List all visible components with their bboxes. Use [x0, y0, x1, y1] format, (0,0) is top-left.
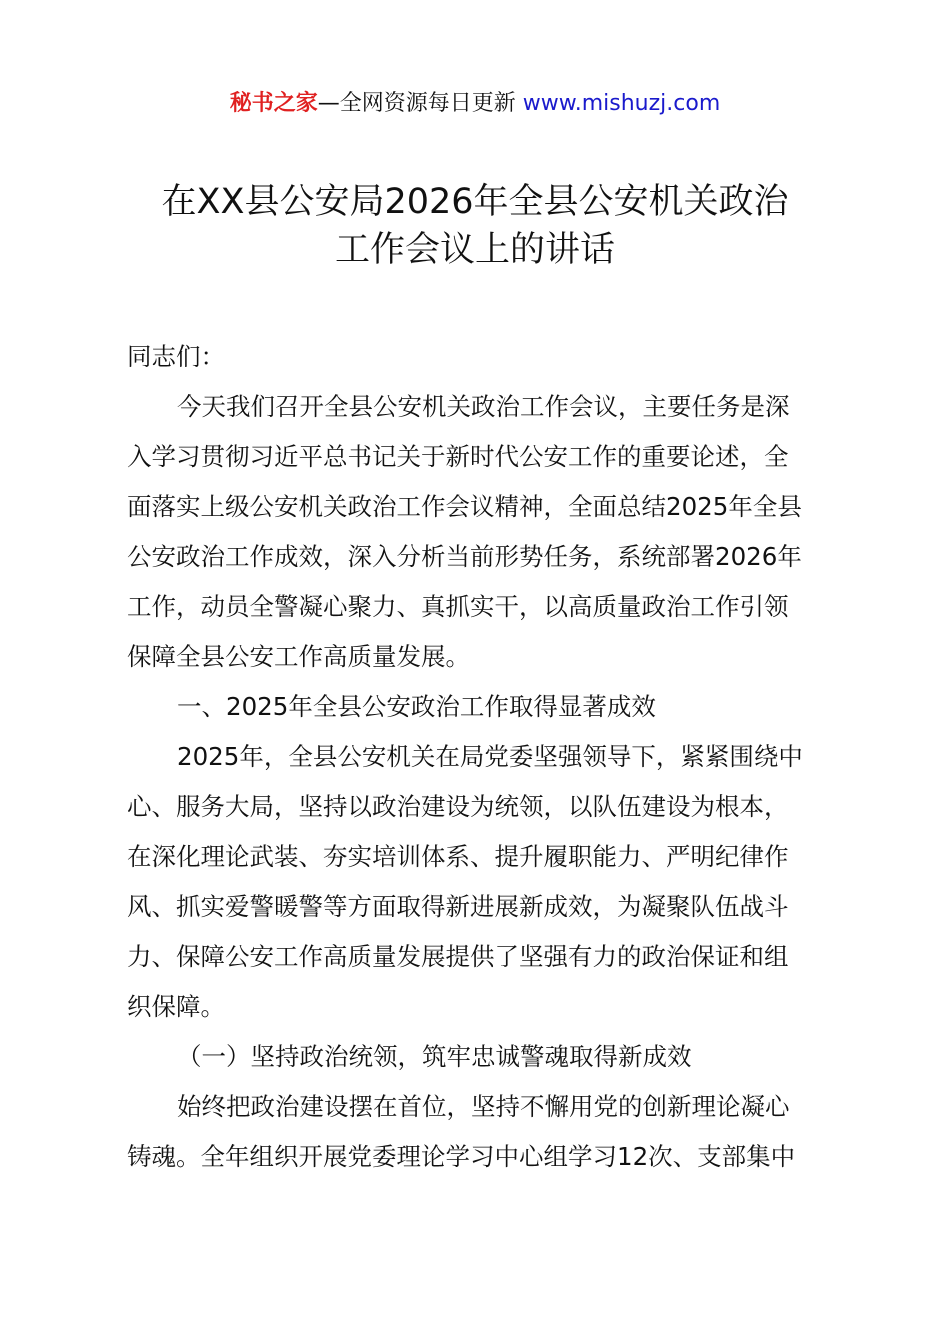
header-tagline: —全网资源每日更新 [317, 91, 523, 116]
paragraph-line: 铸魂。全年组织开展党委理论学习中心组学习12次、支部集中 [127, 1142, 796, 1171]
site-header [0, 86, 950, 122]
paragraph-line: 风、抓实爱警暖警等方面取得新进展新成效，为凝聚队伍战斗 [127, 892, 789, 921]
title-line: 在XX县公安局2026年全县公安机关政治 [161, 182, 789, 222]
document-body [127, 332, 834, 1182]
paragraph-line: 心、服务大局，坚持以政治建设为统领，以队伍建设为根本， [127, 792, 789, 821]
site-url-link[interactable]: www.mishuzj.com [522, 91, 721, 116]
paragraph-line: 保障全县公安工作高质量发展。 [127, 642, 470, 671]
paragraph-line: 入学习贯彻习近平总书记关于新时代公安工作的重要论述，全 [127, 442, 789, 471]
subsection-heading: （一）坚持政治统领，筑牢忠诚警魂取得新成效 [177, 1042, 692, 1071]
paragraph-line: 面落实上级公安机关政治工作会议精神，全面总结2025年全县 [127, 492, 802, 521]
document-title [60, 178, 890, 274]
paragraph-line: 在深化理论武装、夯实培训体系、提升履职能力、严明纪律作 [127, 842, 789, 871]
paragraph-line: 始终把政治建设摆在首位，坚持不懈用党的创新理论凝心 [177, 1092, 790, 1121]
salutation: 同志们： [127, 342, 225, 371]
paragraph-line: 力、保障公安工作高质量发展提供了坚强有力的政治保证和组 [127, 942, 789, 971]
brand-name: 秘书之家 [229, 91, 318, 116]
paragraph-line: 织保障。 [127, 992, 225, 1021]
section-heading: 一、2025年全县公安政治工作取得显著成效 [177, 692, 656, 721]
paragraph-line: 今天我们召开全县公安机关政治工作会议，主要任务是深 [177, 392, 790, 421]
paragraph-line: 2025年，全县公安机关在局党委坚强领导下，紧紧围绕中 [177, 742, 803, 771]
paragraph-line: 工作，动员全警凝心聚力、真抓实干，以高质量政治工作引领 [127, 592, 789, 621]
paragraph-line: 公安政治工作成效，深入分析当前形势任务，系统部署2026年 [127, 542, 802, 571]
title-line: 工作会议上的讲话 [334, 230, 615, 270]
